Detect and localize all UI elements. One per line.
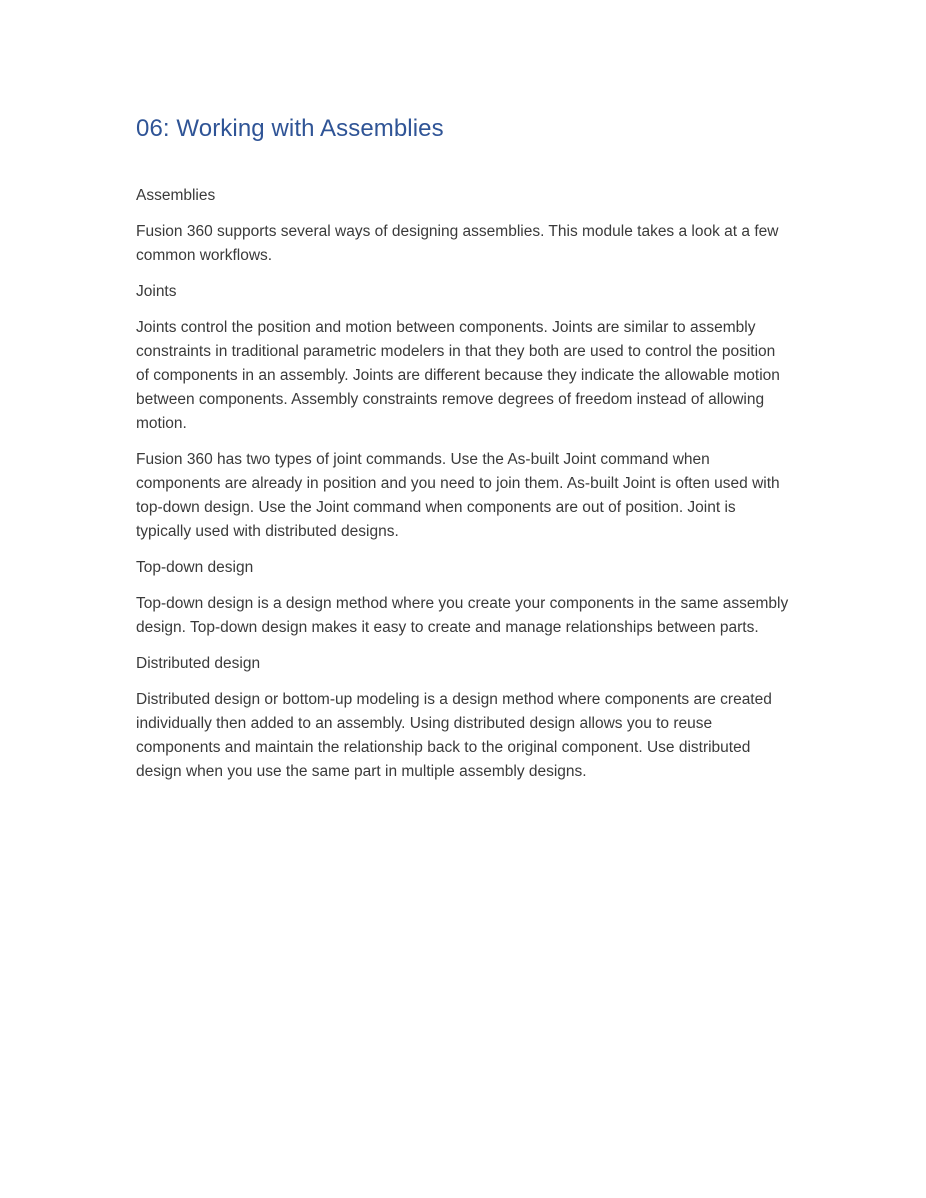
spacer	[136, 304, 791, 316]
page-title: 06: Working with Assemblies	[136, 115, 444, 142]
document-content	[136, 112, 791, 784]
spacer	[136, 436, 791, 448]
spacer	[136, 544, 791, 556]
body-paragraph: Fusion 360 has two types of joint commands. Use the As-built Joint command when components are already in position and you need to join them. As-built Joint is often used with top-down design. Use the Joint command when components are out of position. Joint is typically used with distributed designs.	[136, 451, 780, 540]
section-heading: Distributed design	[136, 655, 261, 672]
section-distributed-design	[136, 652, 791, 784]
spacer	[136, 640, 791, 652]
spacer	[136, 208, 791, 220]
spacer	[136, 676, 791, 688]
body-paragraph: Top-down design is a design method where you create your components in the same assembly design. Top-down design makes it easy to create and manage relationships between parts.	[136, 595, 789, 636]
section-joints	[136, 280, 791, 544]
section-heading: Joints	[136, 283, 177, 300]
spacer	[136, 580, 791, 592]
section-heading: Top-down design	[136, 559, 254, 576]
section-top-down-design	[136, 556, 791, 640]
title-spacer	[136, 146, 791, 184]
spacer	[136, 268, 791, 280]
body-paragraph: Fusion 360 supports several ways of designing assemblies. This module takes a look at a few common workflows.	[136, 223, 779, 264]
section-heading: Assemblies	[136, 187, 216, 204]
body-paragraph: Joints control the position and motion between components. Joints are similar to assembly constraints in traditional parametric modelers in that they both are used to control the position of components in an assembly. Joints are different because they indicate the allowable motion between components. Assembly constraints remove degrees of freedom instead of allowing motion.	[136, 319, 780, 432]
section-assemblies	[136, 184, 791, 268]
body-paragraph: Distributed design or bottom-up modeling is a design method where components are created individually then added to an assembly. Using distributed design allows you to reuse components and maintain the relationship back to the original component. Use distributed design when you use the same part in multiple assembly designs.	[136, 691, 772, 780]
